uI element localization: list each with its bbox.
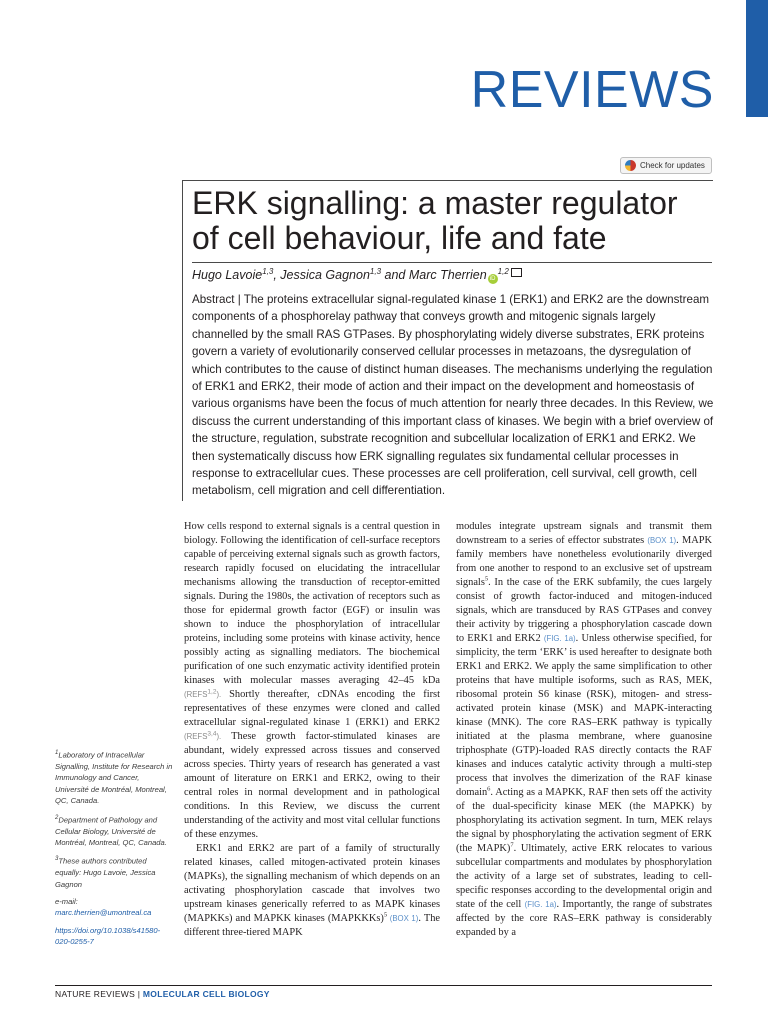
- orcid-icon[interactable]: iD: [488, 274, 498, 284]
- email-label: e-mail:: [55, 897, 78, 907]
- footer-divider: [55, 985, 712, 986]
- footer-journal: NATURE REVIEWS: [55, 989, 136, 999]
- citation-sup[interactable]: 5: [484, 575, 489, 583]
- title-line-1: ERK signalling: a master regulator: [192, 185, 678, 221]
- body-column-left: [184, 520, 440, 940]
- citation-sup[interactable]: 5: [383, 911, 388, 919]
- author-affil-sup: 1,3: [369, 267, 382, 276]
- body-paragraph: How cells respond to external signals is a central question in biology. Following the identification of cell-surface receptors capable of perceiving external signals such as growth factors, research rapidly focused on elucidating the intracellular mechanisms allowing the transduction of receptor-emitted signals. During the 1980s, the activation of receptors such as those for epidermal growth factor (EGF) or insulin was shown to induce the phosphorylation of intracellular proteins, including some proteins with kinase activity, hence possibly acting as signalling mediators. The biochemical purification of one such enzymatic activity identified protein kinases with molecular masses averaging 42–45 kDa (REFS$^{1,2}$). Shortly thereafter, cDNAs encoding the first representatives of these enzymes were cloned and called extracellular signal-regulated kinase 1 (ERK1) and ERK2 (REFS$^{3,4}$). These growth factor-stimulated kinases are abundant, widely expressed across tissues and conserved across species. Thirty years of research has generated a vast amount of literature on ERK1 and ERK2, owing to their central roles in normal development and in pathological conditions. In this Review, we discuss the current understanding of the activity and most vital cellular functions of these enzymes.: [184, 521, 440, 840]
- author-affil-sup: 1,2: [497, 267, 509, 276]
- affiliation-item: [55, 854, 173, 890]
- check-for-updates-button[interactable]: [620, 157, 712, 174]
- running-footer: [55, 989, 270, 999]
- email-link[interactable]: marc.therrien@umontreal.ca: [55, 908, 152, 918]
- authors-divider: [192, 262, 712, 263]
- affiliation-sup: 1: [55, 750, 59, 756]
- affiliation-text: Laboratory of Intracellular Signalling, Institute for Research in Immunology and Cancer, Université de Montréal, Montreal, QC, Canada.: [55, 750, 173, 806]
- reference-link[interactable]: (REFS$^{1,2}$).: [184, 688, 222, 699]
- footer-separator: |: [135, 989, 143, 999]
- doi: [55, 925, 173, 948]
- author-name[interactable]: Hugo Lavoie: [192, 268, 263, 283]
- body-column-right: [456, 520, 712, 940]
- author-list: [192, 267, 712, 284]
- author-separator: and: [381, 268, 409, 283]
- figure-link[interactable]: (FIG. 1a): [543, 634, 576, 643]
- mail-icon[interactable]: [511, 268, 522, 277]
- citation-sup[interactable]: 6: [487, 785, 491, 793]
- affiliation-item: [55, 813, 173, 849]
- affiliation-text: These authors contributed equally: Hugo Lavoie, Jessica Gagnon: [55, 856, 156, 889]
- affiliation-sup: 2: [55, 814, 59, 821]
- section-label: REVIEWS: [470, 61, 714, 119]
- abstract: Abstract | The proteins extracellular signal-regulated kinase 1 (ERK1) and ERK2 are the downstream components of a phosphorelay pathway that conveys growth and mitogenic signals largely channelled by the small RAS GTPases. By phosphorylating widely diverse substrates, ERK proteins govern a variety of evolutionarily conserved cellular processes in metazoans, the dysregulation of which contributes to the cause of distinct human diseases. The mechanisms underlying the regulation of ERK1 and ERK2, their mode of action and their impact on the development and homeostasis of various organisms have been the focus of much attention for nearly three decades. In this Review, we discuss the current understanding of this important class of kinases. We begin with a brief overview of the structure, regulation, substrate recognition and subcellular localization of ERK1 and ERK2. We then systematically discuss how ERK signalling regulates six fundamental cellular processes in response to extracellular cues. These processes are cell proliferation, cell survival, cell growth, cell metabolism, cell migration and cell differentiation.: [192, 293, 714, 498]
- doi-link[interactable]: https://doi.org/10.1038/s41580-020-0255-7: [55, 925, 161, 947]
- author-name[interactable]: Marc Therrien: [408, 268, 487, 283]
- affiliation-sup: 3: [55, 856, 59, 863]
- section-color-tab: [746, 0, 768, 117]
- reference-link[interactable]: (REFS$^{3,4}$).: [184, 730, 222, 741]
- box-link[interactable]: (BOX 1): [647, 536, 677, 545]
- citation-sup[interactable]: 7: [510, 841, 514, 849]
- body-paragraph: ERK1 and ERK2 are part of a family of structurally related kinases, called mitogen-activated protein kinases (MAPKs), the signalling mechanism of which depends on an activating phosphorylation cascade that involves two upstream kinases generically referred to as MAPK kinases (MAPKKs) and MAPKK kinases (MAPKKKs)$^5$ (BOX 1). The different three-tiered MAPK: [184, 843, 440, 938]
- affiliation-item: [55, 748, 173, 807]
- affiliation-text: Department of Pathology and Cellular Biology, Université de Montréal, Montreal, QC, Canada.: [55, 815, 167, 847]
- box-link[interactable]: (BOX 1): [387, 914, 419, 923]
- affiliations: [55, 748, 173, 954]
- author-name[interactable]: Jessica Gagnon: [280, 268, 370, 283]
- check-for-updates-label: Check for updates: [640, 161, 705, 170]
- author-separator: ,: [273, 268, 281, 283]
- body-paragraph-continued: modules integrate upstream signals and transmit them downstream to a series of effector substrates (BOX 1). MAPK family members have nonetheless evolutionarily diverged from one another to respond to an exclusive set of upstream signals$^5$. In the case of the ERK subfamily, the cues largely consist of growth factor-induced and mitogen-induced signals, which are transduced by RAS GTPases and convey their activity by triggering a phosphorylation cascade down to ERK1 and ERK2 (FIG. 1a). Unless otherwise specified, for simplicity, the term ‘ERK’ is used hereafter to designate both ERK1 and ERK2. We apply the same simplification to other proteins that have multiple isoforms, such as RAS, MEK, ribosomal protein S6 kinase (RSK), mitogen- and stress-activated protein kinase (MSK) and MAPK-interacting kinase (MNK). The core RAS–ERK pathway is typically initiated at the plasma membrane, where guanosine triphosphate (GTP)-loaded RAS directly contacts the RAF kinases and induces catalytic activity through a multi-step process that involves the dimerization of the RAF kinase domain$^6$. Acting as a MAPKK, RAF then sets off the activity of the dual-specificity kinase MEK (the MAPKK) by phosphorylating its activation segment. In turn, MEK relays the signal by phosphorylating the activation segment of ERK (the MAPK)$^7$. Ultimately, active ERK relocates to various subcellular compartments and modulates by phosphorylation the activity of a large set of substrates, leading to cell-specific responses according to the developmental origin and state of the cell (FIG. 1a). Importantly, the range of substrates affected by the core RAS–ERK pathway is considerably expanded by a: [456, 521, 713, 938]
- title-line-2: of cell behaviour, life and fate: [192, 220, 607, 256]
- author-affil-sup: 1,3: [262, 267, 274, 276]
- article-title: [192, 186, 712, 256]
- crossmark-icon: [625, 160, 636, 171]
- figure-link[interactable]: (FIG. 1a): [524, 900, 557, 909]
- footer-subject: MOLECULAR CELL BIOLOGY: [142, 989, 270, 999]
- correspondence: [55, 896, 173, 919]
